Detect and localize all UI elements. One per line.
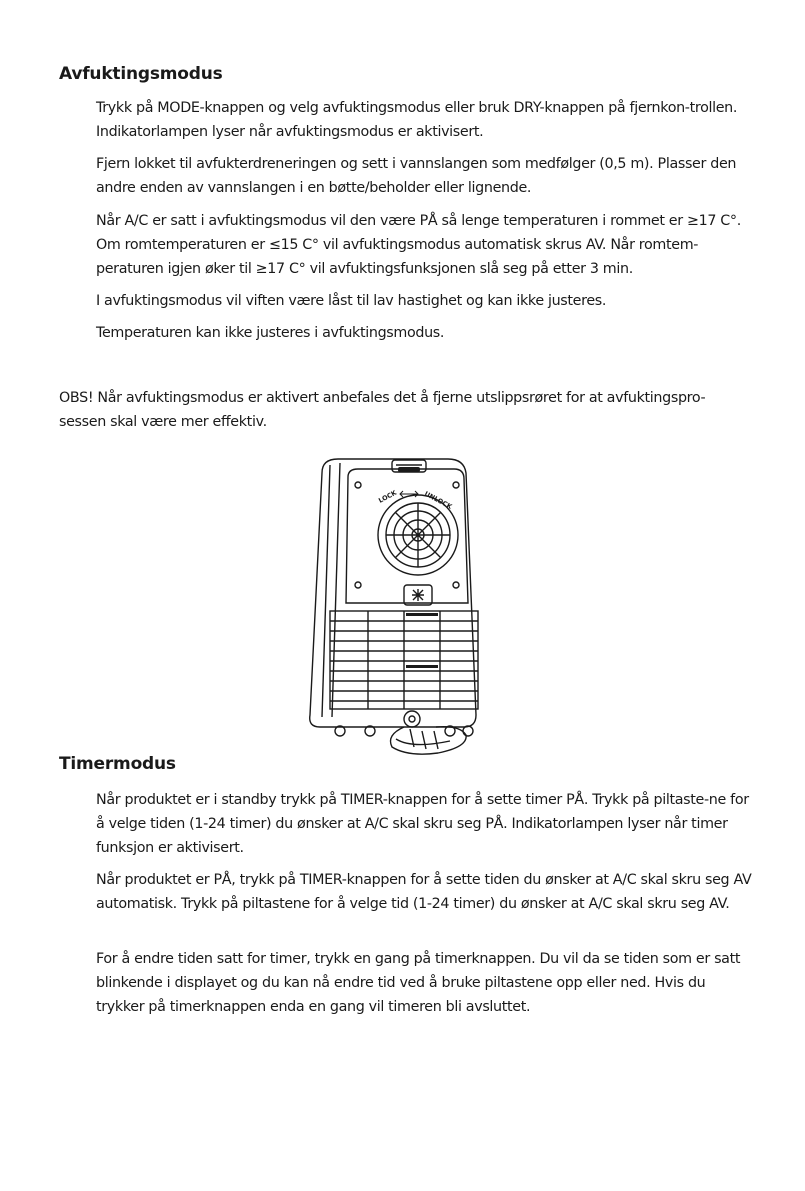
dry-paragraph-2: Fjern lokket til avfukterdreneringen og sett i vannslangen som medfølger (0,5 m). Plasser den andre enden av vannslangen i en bøtte/beholder eller lignende.: [96, 156, 737, 196]
dry-paragraph-5: Temperaturen kan ikke justeres i avfuktingsmodus.: [96, 325, 445, 341]
lock-label: LOCK: [377, 488, 398, 505]
unlock-label: UNLOCK: [423, 489, 454, 511]
timer-paragraph-3: For å endre tiden satt for timer, trykk en gang på timerknappen. Du vil da se tiden som er satt blinkende i displayet og du kan nå endre tid ved å bruke piltastene opp eller ned. Hvis du trykker på timerknappen enda en gang vil timeren bli avsluttet.: [96, 951, 741, 1015]
timer-mode-heading: Timermodus: [59, 754, 176, 774]
timer-paragraph-1: Når produktet er i standby trykk på TIMER-knappen for å sette timer PÅ. Trykk på piltaste-ne for å velge tiden (1-24 timer) du ønsker at A/C skal skru seg PÅ. Indikatorlampen lyser når timer funksjon er aktivisert.: [96, 792, 749, 856]
obs-note: OBS! Når avfuktingsmodus er aktivert anbefales det å fjerne utslippsrøret for at avfuktingspro-sessen skal være mer effektiv.: [59, 390, 706, 430]
ac-unit-illustration: [300, 455, 480, 760]
timer-paragraph-2: Når produktet er PÅ, trykk på TIMER-knappen for å sette tiden du ønsker at A/C skal skru seg AV automatisk. Trykk på piltastene for å velge tid (1-24 timer) du ønsker at A/C skal skru seg AV.: [96, 872, 752, 912]
ac-unit-drawing: [300, 455, 480, 760]
dry-paragraph-1: Trykk på MODE-knappen og velg avfuktingsmodus eller bruk DRY-knappen på fjernkon-trollen. Indikatorlampen lyser når avfuktingsmodus er aktivisert.: [96, 100, 738, 140]
dry-paragraph-4: I avfuktingsmodus vil viften være låst til lav hastighet og kan ikke justeres.: [96, 293, 607, 309]
dry-paragraph-3: Når A/C er satt i avfuktingsmodus vil den være PÅ så lenge temperaturen i rommet er ≥17 C°. Om romtemperaturen er ≤15 C° vil avfuktingsmodus automatisk skrus AV. Når romtem-peraturen igjen øker til ≥17 C° vil avfuktingsfunksjonen slå seg på etter 3 min.: [96, 213, 741, 277]
dry-mode-heading: Avfuktingsmodus: [59, 64, 223, 84]
